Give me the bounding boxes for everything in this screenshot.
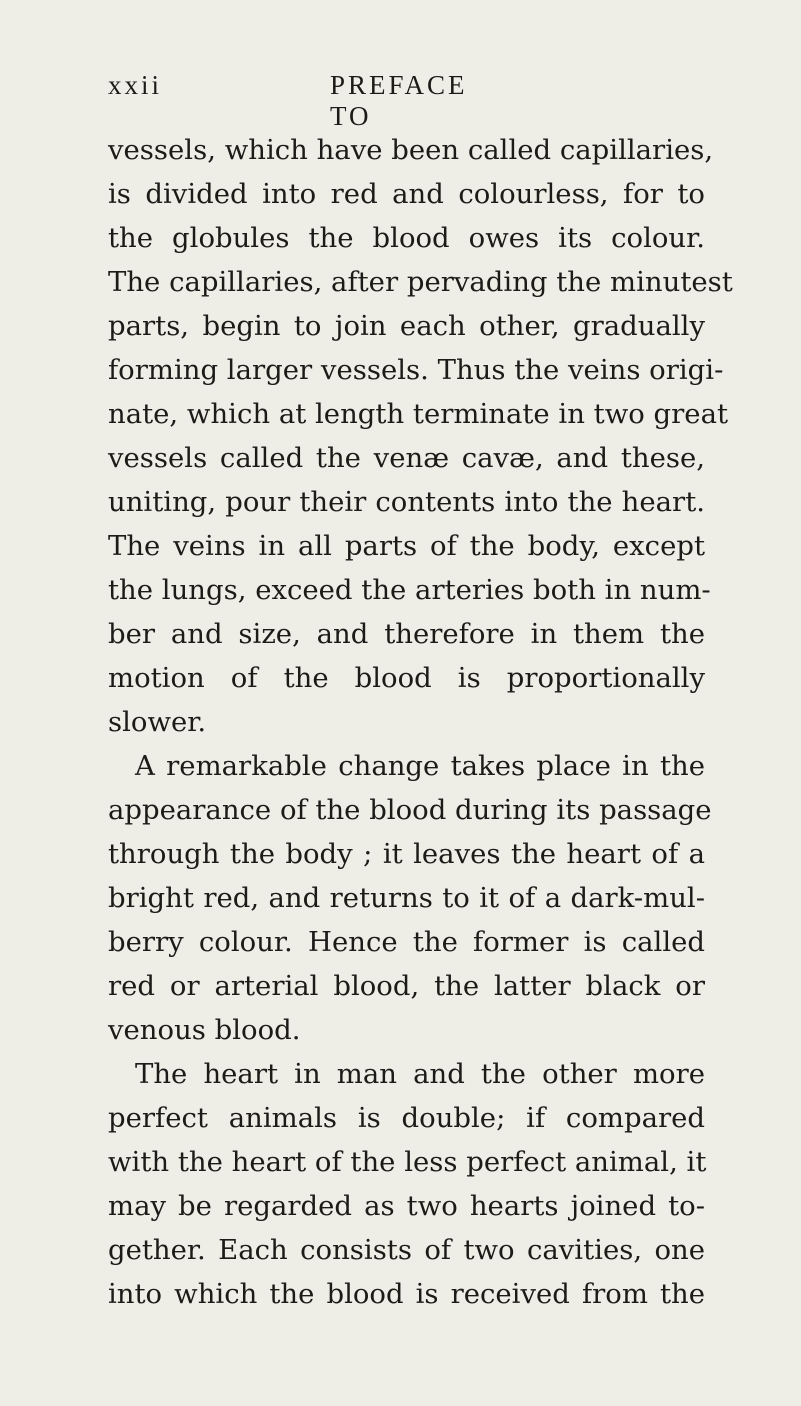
text-line: A remarkable change takes place in the [135,750,705,782]
text-line: uniting, pour their contents into the heart. [108,486,705,518]
text-line: appearance of the blood during its passage [108,794,712,826]
text-line: the lungs, exceed the arteries both in num- [108,574,711,606]
text-line: red or arterial blood, the latter black or [108,970,705,1002]
text-line: nate, which at length terminate in two great [108,398,729,430]
text-line: The veins in all parts of the body, except [108,530,705,562]
text-line: with the heart of the less perfect animal, it [108,1146,707,1178]
running-head [108,70,488,131]
text-line: motion of the blood is proportionally [108,662,705,694]
text-line: slower. [108,706,207,738]
text-line: the globules the blood owes its colour. [108,222,705,254]
text-line: perfect animals is double; if compared [108,1102,705,1134]
text-line: through the body ; it leaves the heart of a [108,838,705,870]
text-line: parts, begin to join each other, gradually [108,310,705,342]
text-line: gether. Each consists of two cavities, one [108,1234,705,1266]
text-line: ber and size, and therefore in them the [108,618,705,650]
text-line: bright red, and returns to it of a dark-mul- [108,882,705,914]
text-line: vessels called the venæ cavæ, and these, [108,442,705,474]
text-line: venous blood. [108,1014,301,1046]
text-line: The heart in man and the other more [135,1058,705,1090]
text-line: vessels, which have been called capillaries, [108,134,714,166]
text-line: The capillaries, after pervading the minutest [108,266,733,298]
page-number: xxii [108,70,163,100]
text-line: is divided into red and colourless, for to [108,178,705,210]
text-line: forming larger vessels. Thus the veins origi- [108,354,724,386]
text-line: may be regarded as two hearts joined to- [108,1190,705,1222]
body-text [108,128,733,1316]
text-line: into which the blood is received from the [108,1278,705,1310]
text-line: berry colour. Hence the former is called [108,926,705,958]
running-title: PREFACE TO [330,70,468,131]
